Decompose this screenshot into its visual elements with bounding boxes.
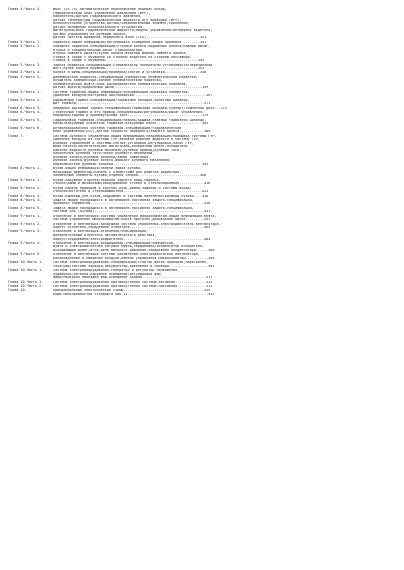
section-title: Система электрооборудования-противоугонная система-активная...............525 [53,280,213,284]
toc-line [8,226,394,230]
section-title: Система электрооборудования-спецификации/стартер,щиток приборов,парктроник, [53,261,209,265]
section-title: рулевое управление и системы-снятие,установка,регулировка,насос ГУР, [53,141,194,145]
toc-line [8,130,394,134]
chapter-label: Глава 5.Часть 1. [8,39,42,44]
section-title: аудиоблок/антенна,наружное освещение/регулировка фар, [53,272,163,276]
section-title: исполнительное устройство,датчик/соединительный элемент/сцепление, [53,22,190,26]
section-title: бачок/вакуумный усилитель тормозов,вакуумный насос......................383 [53,122,209,126]
toc-line [8,238,394,242]
section-title: гидравлический блок управления давлением (ИРУ), [53,11,151,15]
chapter-label: Глава 9.Часть 3. [8,229,42,234]
section-title: органы управления на рулевом колесе, [53,32,128,36]
toc-line [8,94,394,98]
section-title: дополнительный отопитель автоматического действия, [53,234,157,237]
chapter-label: Глава 6.Часть 3. [8,105,42,110]
section-title: Отопление и вентиляция-система управления микроклиматом-общая информация-муфта, [53,214,217,218]
chapter-label: Глава 5.Часть 4. [8,70,42,75]
section-title: Система тормозов-общая информация/спецификации,проверка элементов, [53,90,190,94]
toc-line [8,195,394,199]
chapter-label: Глава 9.Часть 2. [8,221,42,226]
section-title: наконечник рулевой тяги/чехол рулевого механизма, [53,152,155,156]
chapter-label: Глава 10. [8,288,27,293]
toc-line [8,293,394,297]
section-title: шкив насоса/нагнетательная магистраль,возвратный шланг/охладитель [53,145,188,149]
chapter-label: Глава 5.Часть 5. [8,74,42,79]
toc-line [8,102,394,106]
section-title: Отопление и вентиляция-система управления-электродвигатель вентилятора, [53,253,200,257]
chapter-label: Глава 4.Часть 4. [8,7,42,11]
toc-line [8,285,394,289]
toc-line [8,281,394,285]
section-title: Защита людей находящихся в автомобиле-пассивная защита-спецификации, [53,206,194,210]
chapter-label: Глава 5.Часть 3. [8,62,42,67]
section-title: Система электрооборудования-генератор и регулятор напряжения, [53,269,180,273]
section-title: фары/передняя накладка фар,освещение салона...............................517 [53,276,213,280]
section-title: рабочей жидкости,рулевой механизм,рулевой привод/рулевые тяги, [53,148,182,152]
section-title: блок управления(ECU),датчик скорости переднего/заднего колеса............389 [53,130,211,134]
toc-line [8,190,394,194]
chapter-label [8,293,53,297]
section-title: стекла/рамы и механизмы/оборудование стекол и стеклоподъемник............416 [53,182,211,186]
toc-line [8,67,394,71]
chapter-label: Глава 8.Часть 2. [8,185,42,190]
section-title: удаление воздуха из системы ГУР,заливка рабочей жидкости в систему ГУР, [53,138,200,142]
toc-line [8,218,394,222]
section-title: рулевое колесо/рулевые колонки/замок зажигания, [53,155,151,159]
chapter-label: Глава 6.Часть 4. [8,109,42,114]
section-title: втулка и соединительный рычаг стабилизатора, [53,48,145,52]
section-title: Динамическая подвеска-спецификации,компрессор пневматической подвески, [53,75,198,79]
section-title: стеклоочистители и стеклоомыватели......................................423 [53,190,209,194]
section-title: Система рулевого управления-общая информация/спецификации/промывка системы ГУР, [53,134,217,138]
section-title: мост,кулак колеса,пружина.............................................353 [53,67,205,71]
section-title: Принципиальные электрические схемы.......................................535 [53,289,211,293]
section-title: переключатели рулевой колонки...........................................393 [53,162,209,166]
toc-line [8,122,394,126]
table-of-contents [8,8,394,296]
section-title: Барабанный тормоз-спецификации/тормозные колодки,колесный цилиндр, [53,98,190,102]
section-title: датчик температуры гидравлической жидкости,игу проводов (ИРУ). [53,18,182,22]
chapter-label: Глава 9.Часть 4. [8,240,42,245]
toc-line [8,249,394,253]
section-title: Кузов-бамперы,уни-кузов,подрамник и системы крепления/размеры кузова....430 [53,194,209,198]
section-title: датчик частоты вращения первичного вала (ISS)..........................323 [53,36,207,40]
section-title: Стояночный тормоз и его привод-спецификации/регулировка/рычаг управления, [53,110,205,114]
toc-line [8,202,394,206]
section-title: щит тормоза..............................................................371 [53,102,211,106]
toc-line [8,36,394,40]
toc-line [8,86,394,90]
chapter-label: Глава 10.Часть 1. [8,268,44,273]
toc-line [8,114,394,118]
section-title: Передний дисковый тормоз-спецификации/тормозные колодки,суппорт/тормозной диск...375 [53,106,227,110]
section-title: Гидропривод тормозов-спецификации/педаль/крышка,главный тормозной цилиндр, [53,118,207,122]
section-title: Подвеска-общая информация/регулировка схождения-общая проверка.........341 [53,40,207,44]
toc-line [8,41,394,45]
section-title: стойка в сборе с пружиной со стороны водителя,со стороны пассажира, [53,55,192,59]
section-title: передний/задний и промежуточный трос....................................379 [53,114,209,118]
toc-line [8,59,394,63]
section-title: Отопление и вентиляция-воздушная система управления-электродвигатель вентилятора, [53,222,221,226]
chapter-label: Глава 8.Часть 1. [8,177,42,182]
section-title: система управления микроклиматом-поиск протечек,добавление масла.........451 [53,218,211,222]
section-title: пневматическая муфта,блок распределителя пневматических клапанов, [53,82,188,86]
section-title: осушитель компрессора,баллон пневматической подвески, [53,79,163,83]
toc-line [8,182,394,186]
section-title: стойка в сборе с пружиной.............................................343 [53,59,205,63]
section-title: магистрали/блок гидравлической жидкости,модуль управления/интерфейс водителя, [53,29,213,33]
toc-line [8,163,394,167]
chapter-label: Глава 10.Часть 1. [8,260,44,265]
chapter-label: Глава 10.Часть 2. [8,283,44,288]
section-title: Колеса и шины-спецификации/проверка/снятие и установка.................358 [53,71,207,75]
section-title: всасывающий шланг/игла,реле высокого давления,сердцевина конденсатора......488 [53,248,215,252]
section-title: датчик высоты/продольный рычаг..........................................359 [53,86,209,90]
chapter-label: Глава 9.Часть 5. [8,252,42,257]
chapter-label: Глава 8.Часть 1. [8,166,42,171]
section-title: распределение и смешение воздуха,панель управления микроклиматом...........499 [53,256,215,260]
section-title: втулки нижнего рычага/кулак колеса,верхний шарнир нижнего колеса, [53,52,188,56]
toc-line [8,265,394,269]
section-title: система SRS (Airbag).....................................................441 [53,210,211,214]
section-title: рулевое колесо/рулевое колесо,вариант рулевого механизма, [53,159,171,163]
chapter-label: Глава 8.Часть 4. [8,193,42,198]
section-title: Кузов-общая информация/панели задка кузова, [53,167,142,171]
section-title: удаление воздуха/настройка ABS/проверка...................................367 [53,94,213,98]
section-title: датчик положения исполнительного устройства, [53,25,145,29]
chapter-label: Глава 6.Часть 5. [8,117,42,122]
section-title: корпус отопителя,сердцевина отопителя....................................465 [53,226,211,230]
chapter-label: Глава 6.Часть 1. [8,89,42,94]
chapter-label: Глава 9.Часть 1. [8,213,42,218]
section-title: заливочные элементы кузова,отделка салона..............................408 [53,174,207,178]
section-title: Антиблокировочная система тормозов-спецификации/гидравлический [53,126,182,130]
section-title: Коды неисправностей стандарта OBD II.......................................553 [53,292,215,296]
section-title: Система электрооборудования-противоугонная система-пассивная..............531 [53,284,213,288]
toc-line [8,71,394,75]
section-title: муфта и электромагнитная катушка муфты,сердцевина/конденсатор испарителя, [53,245,205,249]
section-title: Отопление и вентиляция-кондиционер-спецификации/компрессор, [53,241,176,245]
section-title: Кузов-наружная отделка/зеркала заднего вида,сиденья, [53,178,161,182]
section-title: корпус/сердцевина/электродвигатель.......................................484 [53,237,211,241]
section-title: накопитель/датчик гидравлического давления, [53,15,142,19]
toc-line [8,107,394,111]
section-title: воздушный дефлектор/панель с отверстием для решетки радиатора, [53,170,182,174]
chapter-label: Глава 7. [8,133,25,138]
toc-line [8,174,394,178]
section-title: Защита людей находящихся в автомобиле-пассивная защита-спецификации, [53,198,194,202]
section-title: Передняя подвеска-спецификации/ступица колеса,подшипник колеса/нижний рычаг, [53,45,211,49]
section-title: Отопление и вентиляция-отопление/спецификации, [53,230,149,234]
chapter-label: Глава 5.Часть 2. [8,44,42,49]
toc-line [8,276,394,280]
section-title: проверка элементов.......................................................438 [53,202,211,206]
section-title: Задняя подвеска-спецификации,стабилизатор поперечной устойчивости/неразрезной [53,63,213,67]
toc-line [8,257,394,261]
chapter-label: Глава 8.Часть 5. [8,205,42,210]
section-title: тахограф/система зарядки,аккумулятор,крепления и провода...................502 [53,264,215,268]
chapter-label: Глава 6.Часть 6. [8,125,42,130]
section-title: ИКПП (VX-75)-автоматическое переключение передач-обзор, [53,8,167,11]
chapter-label: Глава 10.Часть 1. [8,279,44,284]
toc-line [8,210,394,214]
chapter-label: Глава 8.Часть 4. [8,197,42,202]
chapter-label: Глава 6.Часть 2. [8,97,42,102]
section-title: Кузов-панель приборов и консоль,руль,ремни,защелки и системы входа, [53,186,192,190]
